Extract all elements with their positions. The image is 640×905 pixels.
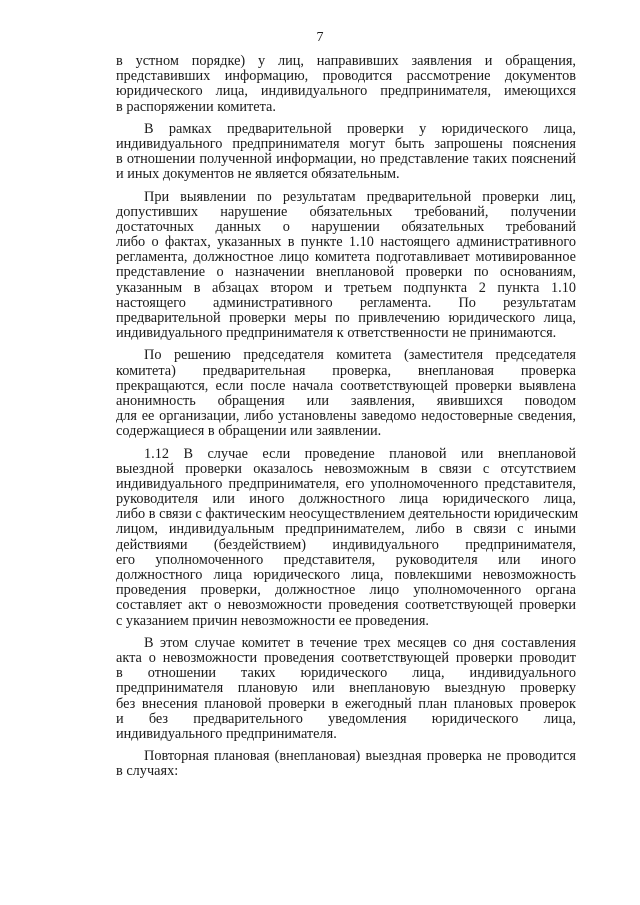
text-line: комитета) предварительная проверка, внеплановая проверка xyxy=(116,362,576,379)
text-line: в отношении полученной информации, но представление таких пояснений xyxy=(116,151,576,168)
text-line: представление о назначении внеплановой проверки по основаниям, xyxy=(116,264,576,281)
text-line: для ее организации, либо установлены заведомо недостоверные сведения, xyxy=(116,408,576,425)
text-line: допустивших нарушение обязательных требований, получении xyxy=(116,203,576,220)
text-line: настоящего административного регламента. По результатам xyxy=(116,294,576,311)
text-line: в распоряжении комитета. xyxy=(116,98,276,115)
text-line: проведения проверки, должностное лицо уполномоченного органа xyxy=(116,582,576,599)
paragraph xyxy=(116,348,576,439)
text-line: индивидуального предпринимателя к ответственности не принимаются. xyxy=(116,325,557,342)
text-line: либо в связи с фактическим неосуществлением деятельности юридическим xyxy=(116,506,579,523)
text-line: составляет акт о невозможности проведения соответствующей проверки xyxy=(116,597,576,614)
text-line: предпринимателя плановую или внеплановую выездную проверку xyxy=(116,680,576,697)
text-line: анонимность обращения или заявления, явившихся поводом xyxy=(116,392,576,409)
text-line: руководителя или иного должностного лица юридического лица, xyxy=(116,491,576,508)
paragraph xyxy=(116,636,576,742)
text-line: индивидуального предпринимателя. xyxy=(116,725,337,742)
text-line: индивидуального предпринимателя могут быть запрошены пояснения xyxy=(116,135,576,152)
text-line: в устном порядке) у лиц, направивших заявления и обращения, xyxy=(116,53,576,69)
paragraph xyxy=(116,445,579,629)
page-number: 7 xyxy=(316,30,324,45)
text-line: предварительной проверки меры по привлечению юридического лица, xyxy=(116,310,576,326)
paragraph xyxy=(116,190,576,342)
text-line: достаточных данных о нарушении обязательных требований xyxy=(116,218,576,235)
text-line: лицом, индивидуальным предпринимателем, либо в связи с иными xyxy=(116,521,576,538)
text-line: выездной проверки оказалось невозможным в связи с отсутствием xyxy=(116,460,576,477)
text-line: должностного лица юридического лица, повлекшими невозможность xyxy=(116,567,576,583)
text-line: действиями (бездействием) индивидуального предпринимателя, xyxy=(116,536,576,553)
text-line: в случаях: xyxy=(116,763,179,780)
text-line: В рамках предварительной проверки у юридического лица, xyxy=(144,120,576,137)
text-line: указанным в абзацах втором и третьем подпункта 2 пункта 1.10 xyxy=(116,279,576,296)
document-body xyxy=(116,53,579,786)
paragraph xyxy=(116,54,576,115)
text-line: акта о невозможности проведения соответствующей проверки проводит xyxy=(116,649,576,666)
text-line: 1.12 В случае если проведение плановой или внеплановой xyxy=(144,445,576,462)
text-line: прекращаются, если после начала соответствующей проверки выявлена xyxy=(116,377,576,394)
text-line: представивших информацию, проводится рассмотрение документов xyxy=(116,68,576,85)
text-line: индивидуального предпринимателя, его уполномоченного представителя, xyxy=(116,475,576,492)
text-line: без внесения плановой проверки в ежегодный план плановых проверок xyxy=(116,695,576,712)
text-line: содержащиеся в обращении или заявлении. xyxy=(116,423,382,440)
text-line: юридического лица, индивидуального предпринимателя, имеющихся xyxy=(116,83,576,100)
text-line: и иных документов не является обязательным. xyxy=(116,166,400,183)
text-line: Повторная плановая (внеплановая) выездная проверка не проводится xyxy=(144,748,576,765)
text-line: его уполномоченного представителя, руководителя или иного xyxy=(116,551,576,568)
text-line: в отношении таких юридического лица, индивидуального xyxy=(116,665,576,682)
text-line: При выявлении по результатам предварительной проверки лиц, xyxy=(144,188,576,205)
paragraph xyxy=(116,749,576,779)
text-line: По решению председателя комитета (заместителя председателя xyxy=(144,347,576,364)
text-line: В этом случае комитет в течение трех месяцев со дня составления xyxy=(144,634,576,651)
text-line: либо о фактах, указанных в пункте 1.10 настоящего административного xyxy=(116,234,576,251)
text-line: с указанием причин невозможности ее проведения. xyxy=(116,612,429,629)
text-line: и без предварительного уведомления юридического лица, xyxy=(116,710,576,727)
text-line: регламента, должностное лицо комитета подготавливает мотивированное xyxy=(116,249,576,266)
paragraph xyxy=(116,122,576,183)
